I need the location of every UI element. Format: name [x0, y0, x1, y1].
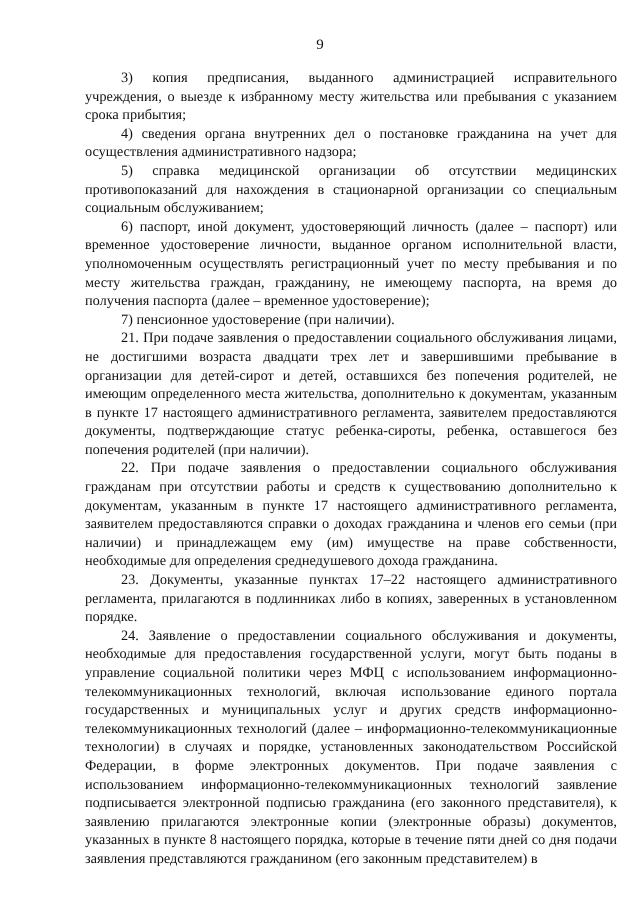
paragraph-item-4: 4) сведения органа внутренних дел о постановке гражданина на учет для осуществления административного надзора;	[85, 125, 617, 161]
paragraph-clause-23: 23. Документы, указанные пунктах 17–22 настоящего административного регламента, прилагаются в подлинниках либо в копиях, заверенных в установленном порядке.	[85, 572, 617, 626]
paragraph-clause-22: 22. При подаче заявления о предоставлении социального обслуживания гражданам при отсутствии работы и средств к существованию дополнительно к документам, указанным в пункте 17 настоящего административного регламента, заявителем предоставляются справки о доходах гражданина и членов его семьи (при наличии) и принадлежащем ему (им) имуществе на праве собственности, необходимые для определения среднедушевого дохода гражданина.	[85, 460, 617, 570]
paragraph-item-5: 5) справка медицинской организации об отсутствии медицинских противопоказаний для нахождения в стационарной организации со специальным социальным обслуживанием;	[85, 162, 617, 217]
paragraph-clause-21: 21. При подаче заявления о предоставлении социального обслуживания лицами, не достигшими возраста двадцати трех лет и завершившими пребывание в организации для детей-сирот и детей, оставшихся без попечения родителей, не имеющим определенного места жительства, дополнительно к документам, указанным в пункте 17 настоящего административного регламента, заявителем предоставляются документы, подтверждающие статус ребенка-сироты, ребенка, оставшегося без попечения родителей (при наличии).	[85, 330, 617, 458]
document-body	[85, 69, 617, 869]
paragraph-item-6: 6) паспорт, иной документ, удостоверяющий личность (далее – паспорт) или временное удостоверение личности, выданное органом исполнительной власти, уполномоченным осуществлять регистрационный учет по месту пребывания и по месту жительства граждан, гражданину, не имеющему паспорта, на время до получения паспорта (далее – временное удостоверение);	[85, 218, 617, 310]
paragraph-clause-24: 24. Заявление о предоставлении социального обслуживания и документы, необходимые для предоставления государственной услуги, могут быть поданы в управление социальной политики через МФЦ с использованием информационно-телекоммуникационных технологий, включая использование единого портала государственных и муниципальных услуг и других средств информационно-телекоммуникационных технологий (далее – информационно-телекоммуникационные технологии) в случаях и порядке, установленных законодательством Российской Федерации, в форме электронных документов. При подаче заявления с использованием информационно-телекоммуникационных технологий заявление подписывается электронной подписью гражданина (его законного представителя), к заявлению прилагаются электронные копии (электронные образы) документов, указанных в пункте 8 настоящего порядка, которые в течение пяти дней со дня подачи заявления представляются гражданином (его законным представителем) в	[85, 627, 617, 867]
paragraph-item-7: 7) пенсионное удостоверение (при наличии).	[121, 311, 395, 328]
page-number: 9	[316, 37, 324, 53]
paragraph-item-3: 3) копия предписания, выданного администрацией исправительного учреждения, о выезде к избранному месту жительства или пребывания с указанием срока прибытия;	[85, 70, 617, 124]
